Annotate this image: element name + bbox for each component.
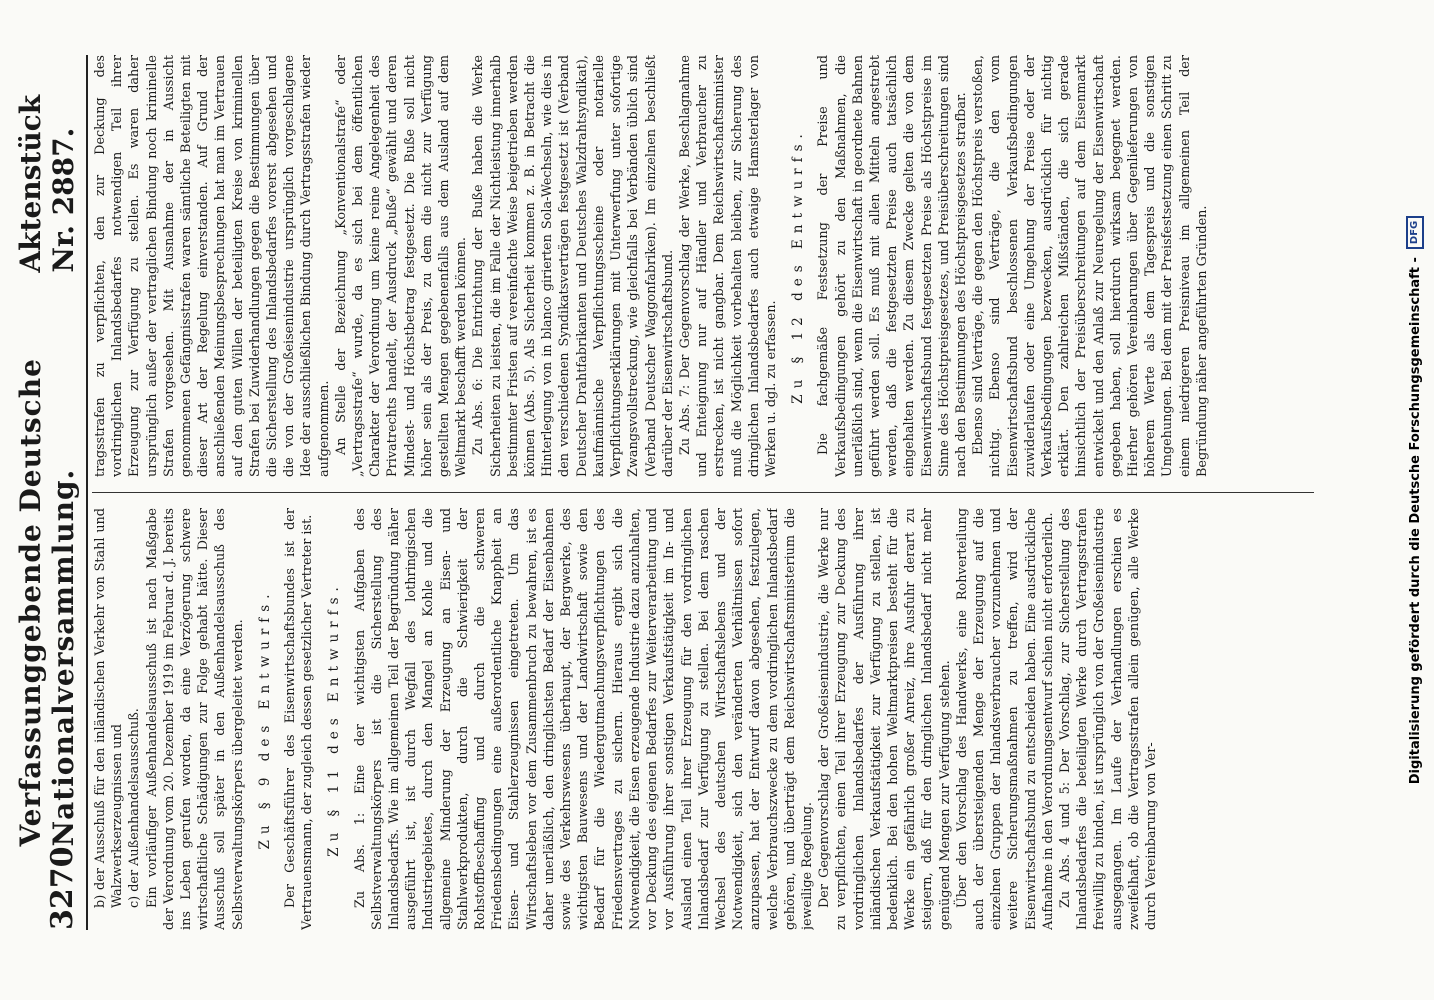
column-divider xyxy=(92,492,1314,493)
page-footer xyxy=(1404,0,1426,1000)
paragraph: An Stelle der Bezeichnung „Konventionalstrafe“ oder „Vertragsstrafe“ wurde, da es sich bei dem öffentlichen Charakter der Verordnung um keine reine Angelegenheit des Privatrechts handelt, der Ausdruck „Buße“ gewählt und deren Mindest- und Höchstbetrag festgesetzt. Die Buße soll nicht höher sein als der Preis, zu dem die nicht zur Verfügung gestellten Mengen gegebenenfalls aus dem Ausland auf dem Weltmarkt beschafft werden können. xyxy=(333,55,470,477)
section-heading: Zu § 12 des Entwurfs. xyxy=(790,128,807,404)
list-item-c: c) der Außenhandelsausschuß. xyxy=(127,708,143,908)
paragraph: Der Gegenvorschlag der Großeisenindustrie, die Werke nur zu verpflichten, einen Teil ihrer Erzeugung zur Deckung des vordringlichen Inlandsbedarfes der Ausführung ihrer inländischen Verkaufstätigkeit zur Verfügung zu stellen, ist bedenklich. Bei den hohen Weltmarktpreisen besteht für die Werke ein gefährlich großer Anreiz, ihre Ausfuhr derart zu steigern, daß für den dringlichen Inlandsbedarf nicht mehr genügend Mengen zur Verfügung stehen. xyxy=(817,508,953,930)
page-number: 3270 xyxy=(45,846,80,930)
paragraph: Die fachgemäße Festsetzung der Preise und Verkaufsbedingungen gehört zu den Maßnahmen, die unerläßlich sind, wenn die Eisenwirtschaft in geordnete Bahnen geführt werden soll. Es muß mit allen Mitteln angestrebt werden, daß die festgesetzten Preise auch tatsächlich eingehalten werden. Zu diesem Zwecke gelten die von dem Eisenwirtschaftsbund festgesetzten Preise als Höchstpreise im Sinne des Höchstpreisgesetzes, und Preisüberschreitungen sind nach den Bestimmungen des Höchstpreisgesetzes strafbar. xyxy=(816,55,969,477)
paragraph: Ein vorläufiger Außenhandelsausschuß ist nach Maßgabe der Verordnung vom 20. Dezember 1919 im Februar d. J. bereits ins Leben gerufen worden, da eine Verzögerung schwere wirtschaftliche Schädigungen zur Folge gehabt hätte. Dieser Ausschuß soll später in den Außenhandelsausschuß des Selbstverwaltungskörpers übergeleitet werden. xyxy=(144,508,246,930)
paragraph: tragsstrafen zu verpflichten, den zur Deckung des vordringlichen Inlandsbedarfes notwendigen Teil ihrer Erzeugung zur Verfügung zu stellen. Es waren daher ursprünglich außer der vertraglichen Bindung noch kriminelle Strafen vorgesehen. Mit Ausnahme der in Aussicht genommenen Gefängnisstrafen waren sämtliche Beteiligten mit dieser Art der Regelung einverstanden. Auf Grund der anschließenden Meinungsbesprechungen hat man im Vertrauen auf den guten Willen der beteiligten Kreise von kriminellen Strafen bei Zuwiderhandlungen gegen die Bestimmungen über die Sicherstellung des Inlandsbedarfes vorerst abgesehen und die von der Großeisenindustrie ursprünglich vorgeschlagene Idee der ausschließlichen Bindung durch Vertragsstrafen wieder aufgenommen. xyxy=(93,55,332,477)
text-columns xyxy=(92,55,1314,930)
section-heading: Zu § 11 des Entwurfs. xyxy=(326,581,343,857)
paragraph: Zu Abs. 7: Der Gegenvorschlag der Werke, Beschlagnahme und Enteignung nur auf Händler und Verbraucher zu erstrecken, ist nicht gangbar. Dem Reichswirtschaftsminister muß die Möglichkeit vorbehalten bleiben, zur Sicherung des dringlichen Inlandsbedarfes auch etwaige Hamsterlager von Werken u. dgl. zu erfassen. xyxy=(677,55,779,477)
paragraph: Ebenso sind Verträge, die gegen den Höchstpreis verstoßen, nichtig. Ebenso sind Verträge, die den vom Eisenwirtschaftsbund beschlossenen Verkaufsbedingungen zuwiderlaufen oder eine Umgehung der Preise oder der Verkaufsbedingungen bezwecken, ausdrücklich für nichtig erklärt. Den zahlreichen Mißständen, die sich gerade hinsichtlich der Preisüberschreitungen auf dem Eisenmarkt entwickelt und den Anlaß zur Neuregelung der Eisenwirtschaft gegeben haben, soll hierdurch wirksam begegnet werden. Hierher gehören Vereinbarungen über Gegenlieferungen von höherem Werte als dem Tagespreis und die sonstigen Umgehungen. Bei dem mit der Preisfestsetzung einen Schritt zu einem niedrigeren Preisniveau im allgemeinen Teil der Begründung näher angeführten Gründen. xyxy=(971,55,1210,477)
paragraph: Zu Abs. 1: Eine der wichtigsten Aufgaben des Selbstverwaltungskörpers ist die Sicherstellung des Inlandsbedarfs. Wie im allgemeinen Teil der Begründung näher ausgeführt ist, ist durch Wegfall des lothringischen Industriegebietes, durch den Mangel an Kohle und die allgemeine Minderung der Erzeugung an Eisen- und Stahlwerkprodukten, durch die Schwierigkeit der Rohstoffbeschaffung und durch die schweren Friedensbedingungen eine außerordentliche Knappheit an Eisen- und Stahlerzeugnissen eingetreten. Um das Wirtschaftsleben vor dem Zusammenbruch zu bewahren, ist es daher unerläßlich, den dringlichsten Bedarf der Eisenbahnen sowie des Verkehrswesens überhaupt, der Bergwerke, des wichtigsten Bauwesens und der Landwirtschaft sowie den Bedarf für die Wiedergutmachungsverpflichtungen des Friedensvertrages zu sichern. Hieraus ergibt sich die Notwendigkeit, die Eisen erzeugende Industrie dazu anzuhalten, vor Deckung des eigenen Bedarfes zur Weiterverarbeitung und vor Ausführung ihrer sonstigen Verkaufstätigkeit im In- und Ausland einen Teil ihrer Erzeugung für den vordringlichen Inlandsbedarf zur Verfügung zu stellen. Bei dem raschen Wechsel des deutschen Wirtschaftslebens und der Notwendigkeit, sich den veränderten Verhältnissen sofort anzupassen, hat der Entwurf davon abgesehen, festzulegen, welche Verbrauchszwecke zu dem vordringlichen Inlandsbedarf gehören, und überträgt dem Reichswirtschaftsministerium die jeweilige Regelung. xyxy=(352,508,815,930)
running-title: Verfassunggebende Deutsche Nationalversammlung. xyxy=(14,358,80,847)
paragraph: Zu Abs. 4 und 5: Der Vorschlag, zur Sicherstellung des Inlandsbedarfes die beteiligten Werke durch Vertragsstrafen freiwillig zu binden, ist ursprünglich von der Großeisenindustrie ausgegangen. Im Laufe der Verhandlungen erschien es zweifelhaft, ob die Vertragsstrafen allein genügen, alle Werke durch Vereinbarung von Ver- xyxy=(1057,508,1159,930)
paragraph: Zu Abs. 6: Die Entrichtung der Buße haben die Werke Sicherheiten zu leisten, die im Falle der Nichtleistung innerhalb bestimmter Fristen auf vereinfachte Weise beigetrieben werden können (Abs. 5). Als Sicherheit kommen z. B. in Betracht die Hinterlegung von in blanco girierten Sola-Wechseln, wie dies in den verschiedenen Syndikatsverträgen festgesetzt ist (Verband Deutscher Drahtfabrikanten und Deutsches Walzdrahtsyndikat), kaufmännische Verpflichtungsscheine oder notarielle Verpflichtungserklärungen mit Unterwerfung unter sofortige Zwangsvollstreckung, wie gleichfalls bei Verbänden üblich sind (Verband Deutscher Waggonfabriken). Im einzelnen beschließt darüber der Eisenwirtschaftsbund. xyxy=(471,55,676,477)
paragraph: Über den Vorschlag des Handwerks, eine Rohverteilung auch der übersteigenden Menge der Erzeugung auf die einzelnen Gruppen der Inlandsverbraucher vorzunehmen und weitere Sicherungsmaßnahmen zu treffen, wird der Eisenwirtschaftsbund zu entscheiden haben. Eine ausdrückliche Aufnahme in den Verordnungsentwurf schien nicht erforderlich. xyxy=(954,508,1056,930)
left-column xyxy=(92,508,1314,930)
dfg-logo: DFG xyxy=(1406,216,1424,249)
section-heading: Zu § 9 des Entwurfs. xyxy=(256,588,273,850)
list-item-b: b) der Ausschuß für den inländischen Verkehr von Stahl und Walzwerkserzeugnissen und xyxy=(93,508,126,908)
digitization-note: Digitalisierung gefördert durch die Deutsche Forschungsgemeinschaft - xyxy=(1407,257,1423,785)
document-number: Aktenstück Nr. 2887. xyxy=(14,94,80,273)
right-column xyxy=(92,55,1314,477)
page-header xyxy=(14,55,88,930)
paragraph: Der Geschäftsführer des Eisenwirtschaftsbundes ist der Vertrauensmann, der zugleich dessen gesetzlicher Vertreter ist. xyxy=(283,508,316,930)
